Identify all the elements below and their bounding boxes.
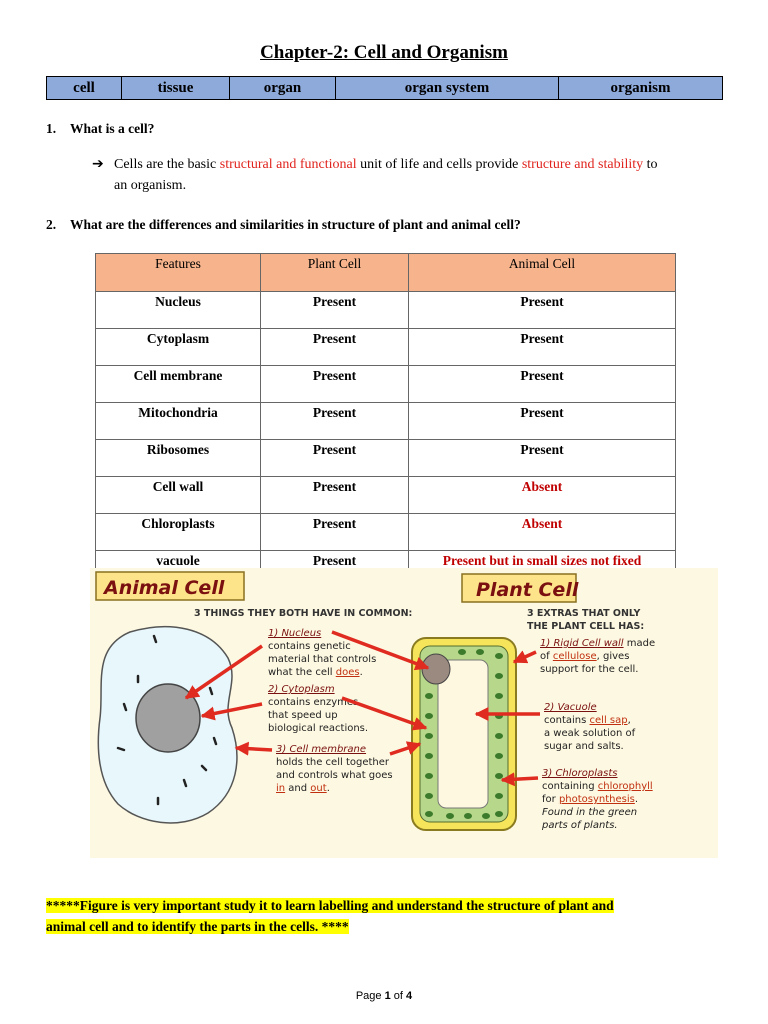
table-row [96,366,676,403]
animal-cell-value: Present [409,292,676,329]
label-text: a weak solution of [544,728,636,739]
study-note [46,895,726,937]
label-vacuole [544,702,636,752]
label-underlined: out [310,783,327,794]
study-note-line: *****Figure is very important study it to learn labelling and understand the structure of plant and [46,898,614,913]
animal-cell-value-line: Present but in small sizes not fixed [442,553,642,568]
header-animal-cell: Animal Cell [409,254,676,292]
cell-diagram-figure [90,568,718,858]
table-header-row [96,254,676,292]
label-cytoplasm [268,684,368,734]
feature-cell: Mitochondria [96,403,261,440]
question-1-text: What is a cell? [70,121,155,136]
label-text: , gives [596,651,630,662]
plant-cell-value: Present [261,514,409,551]
question-1-number: 1. [46,121,57,136]
label-underlined: cell sap [589,715,628,726]
label-text: support for the cell. [540,664,639,675]
arrow-wall [514,652,536,662]
plant-vacuole-shape [438,660,488,808]
page-title: Chapter-2: Cell and Organism [260,42,508,63]
label-text: that speed up [268,710,338,721]
label-text: material that controls [268,654,377,665]
label-underlined: cellulose [552,651,597,662]
label-text: made [623,638,656,649]
plant-cell-value: Present [261,551,409,593]
animal-cell-value: Present [409,329,676,366]
level-organ-system: organ system [336,77,559,100]
label-chloroplasts-title: 3) Chloroplasts [542,768,618,779]
footer-page-total: 4 [406,990,413,1002]
answer-text: unit of life and cells provide [356,157,522,172]
label-text: contains genetic [268,641,351,652]
label-text: . [326,783,330,794]
label-underlined: in [276,783,286,794]
label-nucleus-title: 1) Nucleus [268,628,322,639]
common-heading: 3 THINGS THEY BOTH HAVE IN COMMON: [194,608,413,619]
answer-highlight-structure: structure and stability [521,157,644,172]
label-text: and [285,783,311,794]
feature-cell: vacuole [96,551,261,593]
animal-cell-title: Animal Cell [104,577,225,599]
svg-text:of cellulose, gives [540,651,629,662]
animal-cell-value: Absent [409,514,676,551]
extras-heading: THE PLANT CELL HAS: [527,621,645,632]
footer-page-number: 1 [384,990,391,1002]
label-text: of [540,651,553,662]
study-note-line: animal cell and to identify the parts in the cells. **** [46,919,349,934]
plant-cell-value: Present [261,329,409,366]
label-text: parts of plants. [542,820,618,831]
plant-cell-value: Present [261,440,409,477]
feature-cell: Nucleus [96,292,261,329]
label-cell-wall [540,638,655,675]
animal-cell-value: Present [409,366,676,403]
table-row [96,477,676,514]
page-footer [0,990,768,1002]
extras-heading: 3 EXTRAS THAT ONLY [527,608,641,619]
label-text: Found in the green [542,807,638,818]
label-text: sugar and salts. [544,741,624,752]
label-text: containing [542,781,598,792]
feature-cell: Ribosomes [96,440,261,477]
svg-text:contains cell sap, [544,715,631,726]
svg-text:in and out. [276,783,330,794]
label-text: contains enzymes [268,697,359,708]
plant-cell-value: Present [261,292,409,329]
animal-cell-value: Absent [409,477,676,514]
question-2-number: 2. [46,217,57,232]
label-text: contains [544,715,590,726]
table-row [96,514,676,551]
label-text: holds the cell together [276,757,390,768]
level-organ: organ [230,77,336,100]
table-row [96,292,676,329]
label-cell-membrane [276,744,393,794]
table-row [96,403,676,440]
plant-cell-title: Plant Cell [476,579,579,601]
label-text: . [634,794,639,805]
label-text: biological reactions. [268,723,369,734]
comparison-table [95,253,676,592]
answer-text: Cells are the basic [114,157,220,172]
label-membrane-title: 3) Cell membrane [276,744,367,755]
label-wall-title: 1) Rigid Cell wall [540,638,624,649]
label-cytoplasm-title: 2) Cytoplasm [268,684,335,695]
label-text: what the cell [268,667,336,678]
header-plant-cell: Plant Cell [261,254,409,292]
label-text: . [359,667,363,678]
svg-text:1) Rigid Cell wall made [540,638,655,649]
organization-levels-bar [46,76,723,100]
animal-cell-value: Present [409,403,676,440]
svg-text:for photosynthesis. [542,794,638,805]
footer-text: Page [355,990,385,1002]
label-chloroplasts [541,768,653,831]
svg-text:containing chlorophyll [542,781,653,792]
question-2-text: What are the differences and similarities in structure of plant and animal cell? [70,217,521,232]
feature-cell: Cytoplasm [96,329,261,366]
arrow-chloroplasts [502,778,538,780]
animal-cell-value: Present [409,440,676,477]
answer-text: to [643,157,658,172]
answer-highlight-structural: structural and functional [219,157,357,172]
table-row [96,329,676,366]
svg-text:what the cell does. [268,667,363,678]
plant-cell-value: Present [261,477,409,514]
level-cell: cell [47,77,122,100]
level-organism: organism [559,77,723,100]
label-text: , [627,715,631,726]
level-tissue: tissue [122,77,230,100]
feature-cell: Chloroplasts [96,514,261,551]
answer-text: an organism. [114,178,187,193]
label-vacuole-title: 2) Vacuole [544,702,597,713]
feature-cell: Cell membrane [96,366,261,403]
label-underlined: chlorophyll [597,781,653,792]
footer-text: of [390,990,407,1002]
feature-cell: Cell wall [96,477,261,514]
arrow-membrane-animal [236,748,272,750]
answer-1 [92,154,732,196]
label-text: and controls what goes [276,770,393,781]
label-underlined: does [335,667,360,678]
label-nucleus [268,628,376,678]
label-underlined: photosynthesis [558,794,635,805]
plant-cell-value: Present [261,403,409,440]
label-text: for [542,794,559,805]
arrow-right-icon: ➔ [92,156,104,172]
table-row [96,440,676,477]
plant-cell-value: Present [261,366,409,403]
header-features: Features [96,254,261,292]
